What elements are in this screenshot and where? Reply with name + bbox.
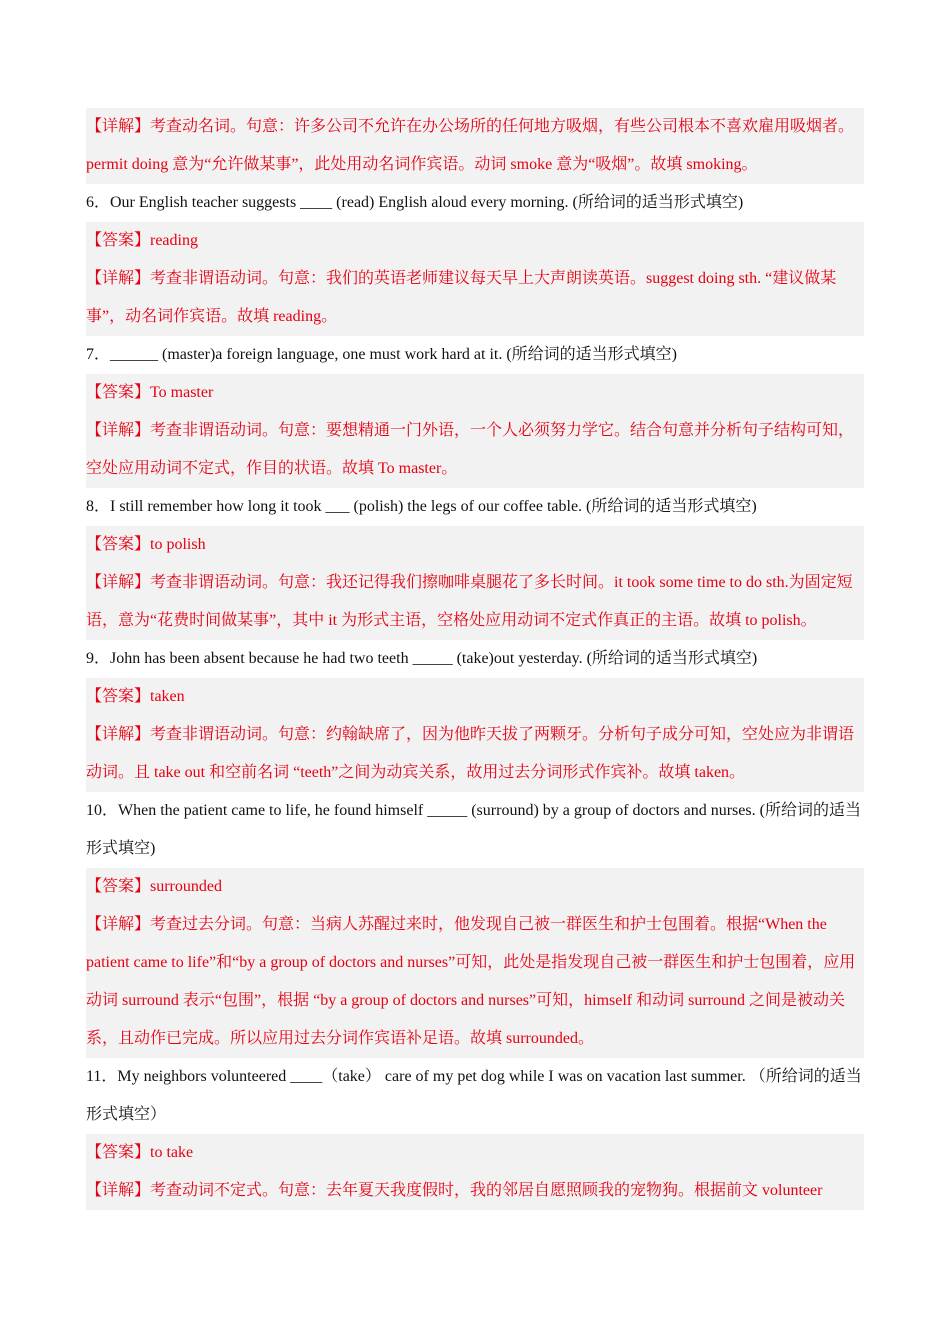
answer-text: 【答案】surrounded [86,878,222,895]
question-9: 9．John has been absent because he had two teeth _____ (take)out yesterday. (所给词的适当形式填空) [86,650,758,667]
answer-box-7 [86,374,864,488]
answer-text: 【答案】To master [86,384,214,401]
question-11: 11．My neighbors volunteered ____（take） care of my pet dog while I was on vacation last summer. （所给词的适当形式填空） [86,1068,862,1123]
answer-text: 【答案】taken [86,688,185,705]
explanation-text: 【详解】考查动名词。句意：许多公司不允许在办公场所的任何地方吸烟，有些公司根本不喜欢雇用吸烟者。permit doing 意为“允许做某事”，此处用动名词作宾语。动词 smoke 意为“吸烟”。故填 smoking。 [86,118,855,173]
explanation-text: 【详解】考查动词不定式。句意：去年夏天我度假时，我的邻居自愿照顾我的宠物狗。根据前文 volunteer [86,1182,823,1199]
answer-box-11 [86,1134,864,1210]
explanation-text: 【详解】考查非谓语动词。句意：要想精通一门外语，一个人必须努力学它。结合句意并分析句子结构可知，空处应用动词不定式，作目的状语。故填 To master。 [86,422,855,477]
explanation-text: 【详解】考查非谓语动词。句意：我们的英语老师建议每天早上大声朗读英语。suggest doing sth. “建议做某事”，动名词作宾语。故填 reading。 [86,270,837,325]
answer-text: 【答案】reading [86,232,198,249]
question-8: 8．I still remember how long it took ___ (polish) the legs of our coffee table. (所给词的适当形式填空) [86,498,757,515]
answer-box-10 [86,868,864,1058]
answer-box-8 [86,526,864,640]
explanation-text: 【详解】考查非谓语动词。句意：我还记得我们擦咖啡桌腿花了多长时间。it took some time to do sth.为固定短语，意为“花费时间做某事”，其中 it 为形式主语，空格处应用动词不定式作真正的主语。故填 to polish。 [86,574,853,629]
explanation-text: 【详解】考查非谓语动词。句意：约翰缺席了，因为他昨天拔了两颗牙。分析句子成分可知，空处应为非谓语动词。且 take out 和空前名词 “teeth”之间为动宾关系，故用过去分词形式作宾补。故填 taken。 [86,726,855,781]
document-content [86,108,864,1210]
answer-box-6 [86,222,864,336]
explanation-box-5 [86,108,864,184]
question-7: 7．______ (master)a foreign language, one must work hard at it. (所给词的适当形式填空) [86,346,677,363]
answer-text: 【答案】to polish [86,536,206,553]
answer-text: 【答案】to take [86,1144,194,1161]
explanation-text: 【详解】考查过去分词。句意：当病人苏醒过来时，他发现自己被一群医生和护士包围着。根据“When the patient came to life”和“by a group of doctors and nurses”可知，此处是指发现自己被一群医生和护士包围着，应用动词 surround 表示“包围”，根据 “by a group of doctors and nurses”可知，himself 和动词 surround 之间是被动关系，且动作已完成。所以应用过去分词作宾语补足语。故填 surrounded。 [86,916,856,1047]
answer-box-9 [86,678,864,792]
question-6: 6．Our English teacher suggests ____ (read) English aloud every morning. (所给词的适当形式填空) [86,194,744,211]
question-10: 10．When the patient came to life, he found himself _____ (surround) by a group of doctors and nurses. (所给词的适当形式填空) [86,802,861,857]
